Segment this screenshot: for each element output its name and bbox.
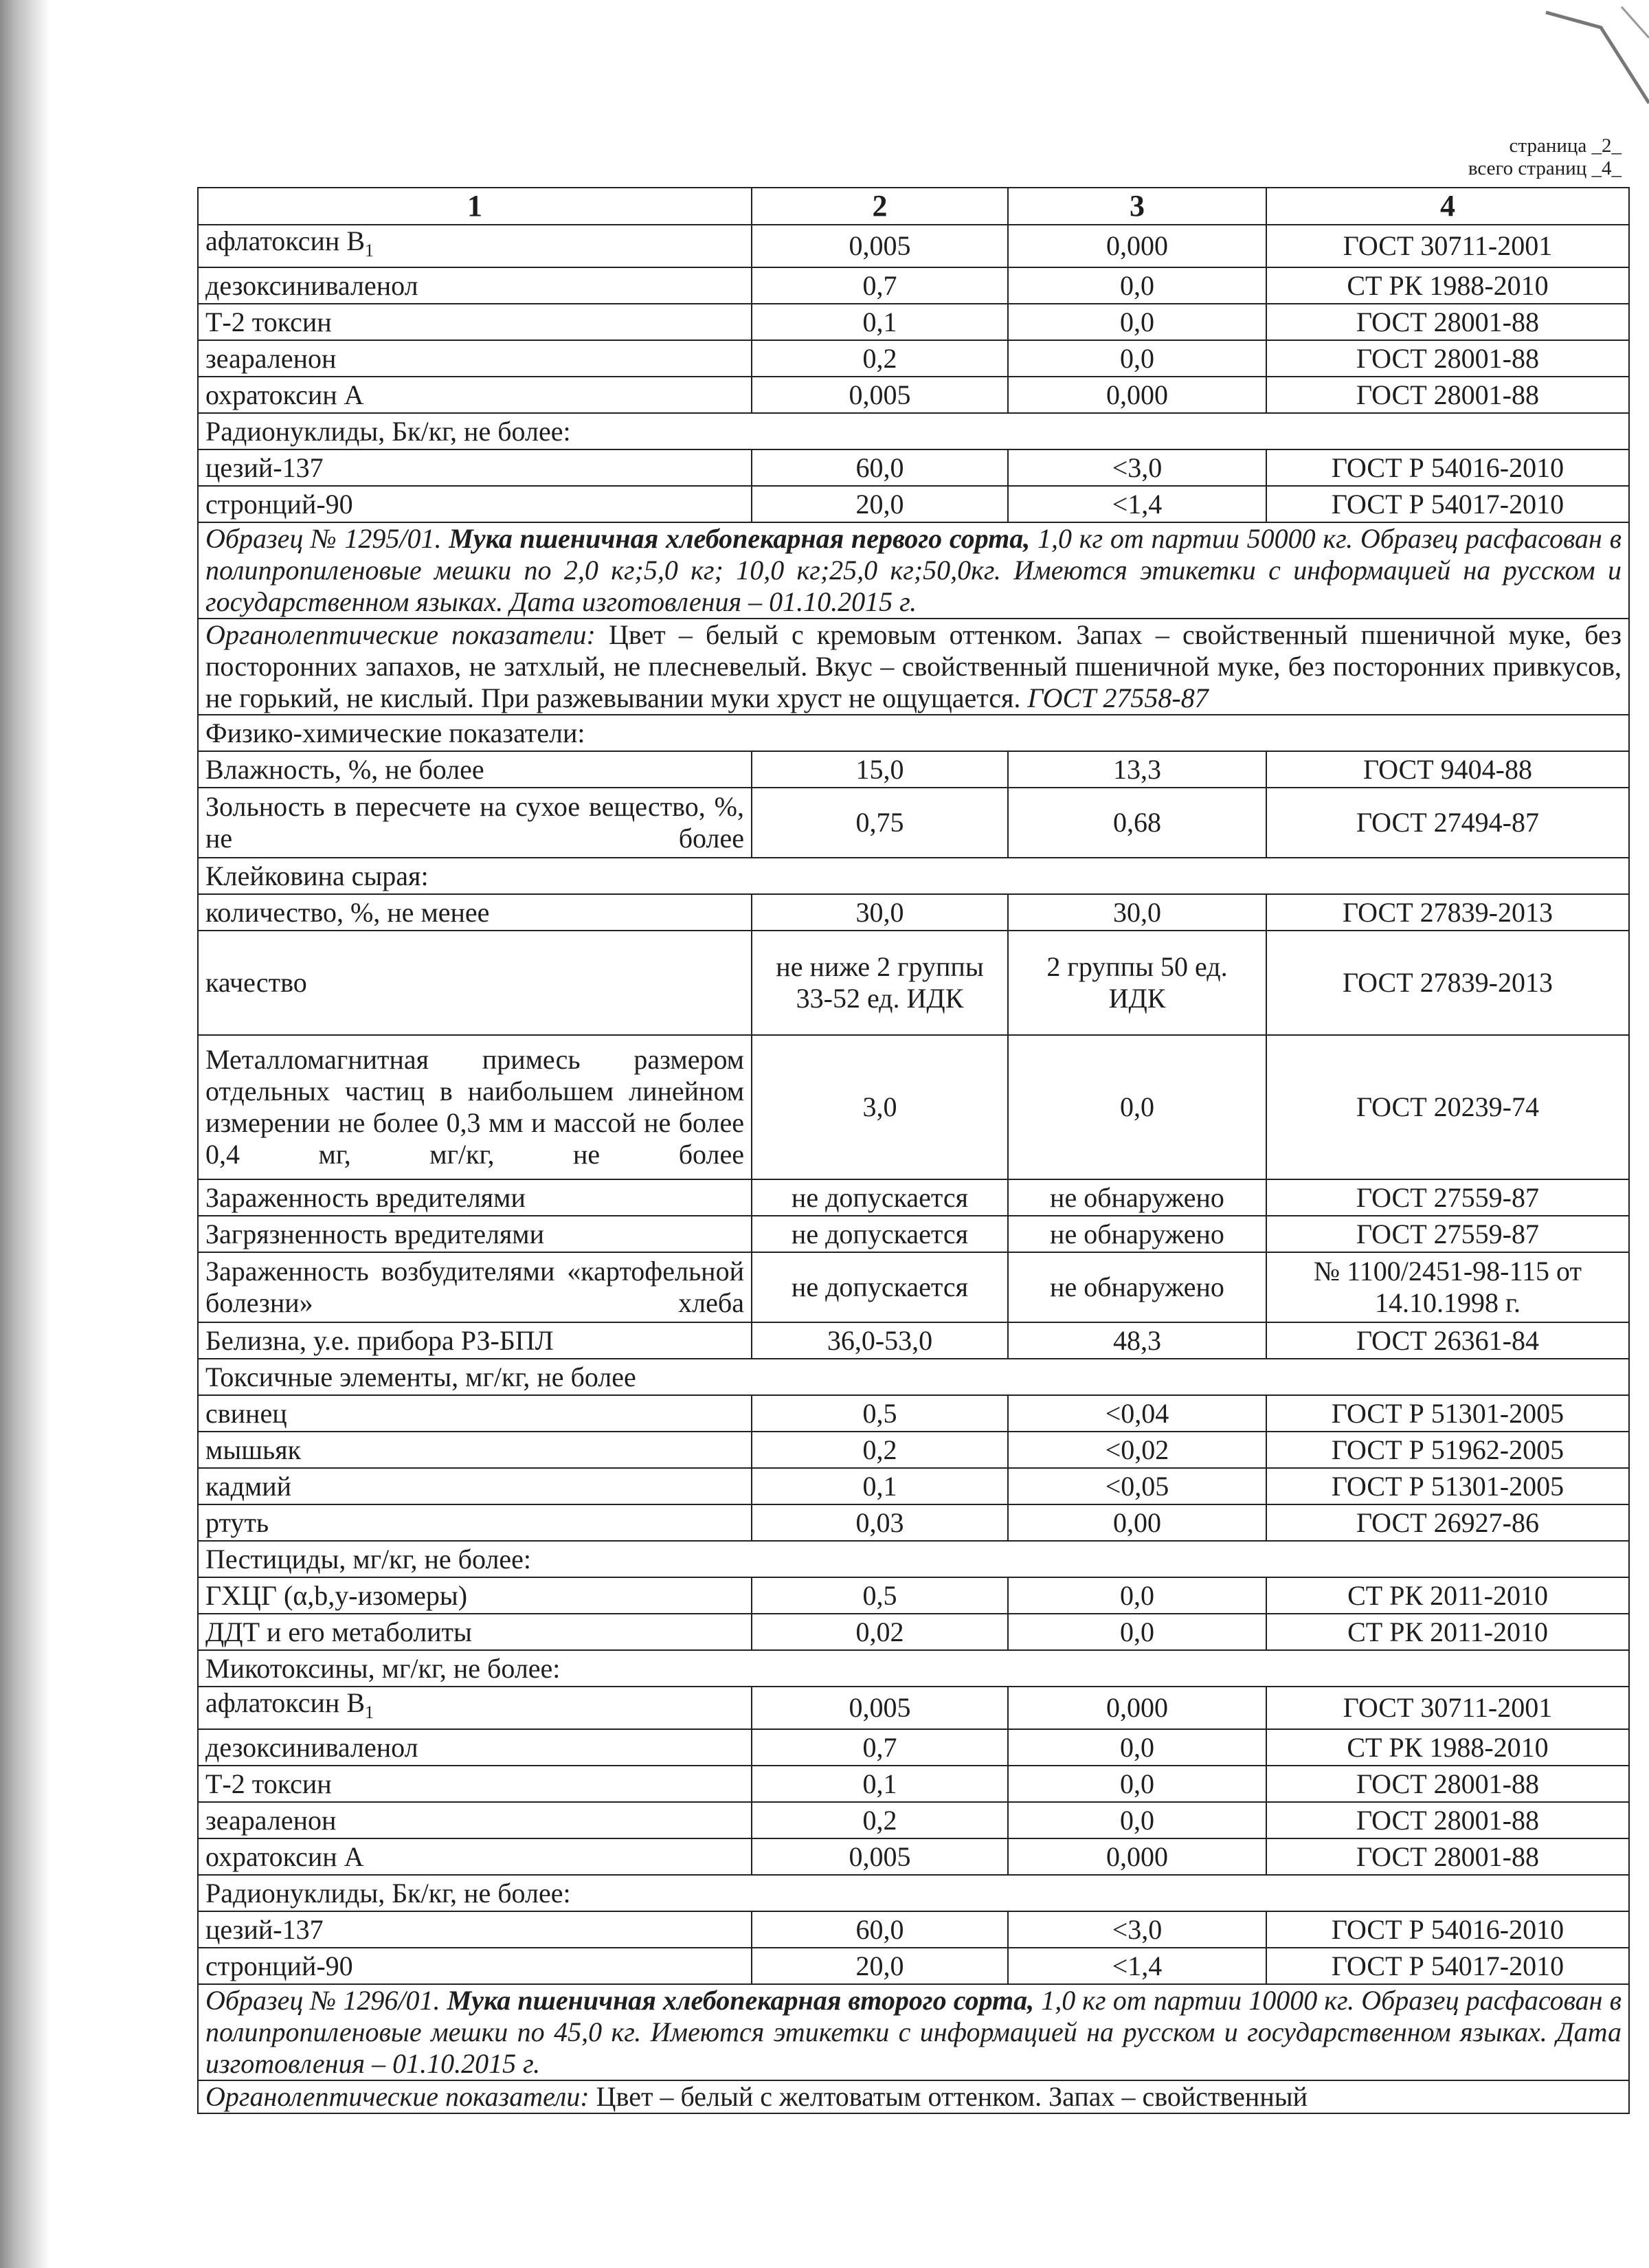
test-method: ГОСТ 27839-2013 <box>1266 894 1629 931</box>
organoleptic-text: Цвет – белый с кремовым оттенком. Запах – свойственный пшеничной муке, без посторонних запахов, не затхлый, не плесневелый. Вкус – свойственный пшеничной муке, без посторонних привкусов, не горький, не кислый. При разжевывании муки хруст не ощущается. <box>205 619 1622 713</box>
folded-corner-mark <box>1518 0 1649 110</box>
indicator-label: количество, %, не менее <box>205 896 490 928</box>
sample-description <box>198 522 1629 619</box>
norm-value: 36,0-53,0 <box>752 1322 1008 1359</box>
indicator-label: Т-2 токсин <box>205 306 332 337</box>
table-row <box>198 225 1629 267</box>
sample-details: 1,0 кг от партии 10000 кг. Образец расфасован в полипропиленовые мешки по 45,0 кг. Имеются этикетки с информацией на русском и государственном языках. Дата изготовления – 01.10.2015 г. <box>205 1985 1622 2079</box>
indicator-label: ГХЦГ (α,b,y-изомеры) <box>205 1579 468 1611</box>
table-row <box>198 486 1629 522</box>
actual-result: не обнаружено <box>1008 1252 1266 1322</box>
indicator-label: ртуть <box>205 1507 269 1538</box>
norm-value: 0,005 <box>752 1838 1008 1875</box>
table-row <box>198 1179 1629 1216</box>
test-method: СТ РК 1988-2010 <box>1266 1729 1629 1766</box>
indicator-name <box>198 751 752 788</box>
norm-value: 60,0 <box>752 1911 1008 1948</box>
test-method: ГОСТ 20239-74 <box>1266 1035 1629 1179</box>
indicator-label: зеараленон <box>205 342 337 374</box>
indicator-name <box>198 1729 752 1766</box>
actual-result: 0,0 <box>1008 1035 1266 1179</box>
indicator-name <box>198 1838 752 1875</box>
sample-description-row <box>198 1984 1629 2080</box>
actual-result: 0,00 <box>1008 1504 1266 1541</box>
table-row <box>198 1729 1629 1766</box>
indicator-name <box>198 340 752 377</box>
indicator-label: Т-2 токсин <box>205 1768 332 1799</box>
section-title: Пестициды, мг/кг, не более: <box>198 1541 1629 1577</box>
section-title: Клейковина сырая: <box>198 858 1629 894</box>
actual-result: <3,0 <box>1008 449 1266 486</box>
test-method: ГОСТ 28001-88 <box>1266 1766 1629 1802</box>
test-method: ГОСТ 27559-87 <box>1266 1216 1629 1252</box>
table-row <box>198 1395 1629 1432</box>
indicator-label: стронций-90 <box>205 488 353 520</box>
test-method: ГОСТ 27494-87 <box>1266 788 1629 858</box>
subscript-index: 1 <box>365 241 374 260</box>
indicator-name <box>198 304 752 340</box>
indicator-name <box>198 1035 752 1179</box>
actual-result: 30,0 <box>1008 894 1266 931</box>
indicator-label: стронций-90 <box>205 1950 353 1981</box>
table-row <box>198 1216 1629 1252</box>
test-method: ГОСТ 26927-86 <box>1266 1504 1629 1541</box>
organoleptic-description <box>198 619 1629 715</box>
test-method: ГОСТ Р 54016-2010 <box>1266 1911 1629 1948</box>
table-row <box>198 1504 1629 1541</box>
indicator-name <box>198 894 752 931</box>
results-table <box>197 187 1630 2114</box>
actual-result: <0,04 <box>1008 1395 1266 1432</box>
column-header-row <box>198 188 1629 225</box>
actual-result: 0,0 <box>1008 1766 1266 1802</box>
actual-result: 0,000 <box>1008 1838 1266 1875</box>
section-row <box>198 1359 1629 1395</box>
page-number: страница _2_ <box>1509 135 1622 157</box>
section-title: Физико-химические показатели: <box>198 715 1629 751</box>
test-method: ГОСТ 27839-2013 <box>1266 931 1629 1035</box>
actual-result: 13,3 <box>1008 751 1266 788</box>
indicator-name <box>198 1179 752 1216</box>
table-row <box>198 1948 1629 1984</box>
actual-result: 0,000 <box>1008 225 1266 267</box>
table-row <box>198 1687 1629 1729</box>
indicator-label: дезоксиниваленол <box>205 1731 418 1763</box>
indicator-name <box>198 1766 752 1802</box>
sample-description <box>198 1984 1629 2080</box>
indicator-name <box>198 1504 752 1541</box>
table-row <box>198 1577 1629 1614</box>
section-title: Токсичные элементы, мг/кг, не более <box>198 1359 1629 1395</box>
table-row <box>198 1766 1629 1802</box>
norm-value: 0,2 <box>752 1432 1008 1468</box>
indicator-name <box>198 225 752 267</box>
norm-value: 0,005 <box>752 377 1008 413</box>
indicator-label: Металломагнитная примесь размером отдельных частиц в наибольшем линейном измерении не более 0,3 мм и массой не более 0,4 мг, мг/кг, не более <box>205 1044 744 1170</box>
section-title: Радионуклиды, Бк/кг, не более: <box>198 1875 1629 1911</box>
indicator-name <box>198 1687 752 1729</box>
norm-value: 3,0 <box>752 1035 1008 1179</box>
test-method: ГОСТ 28001-88 <box>1266 340 1629 377</box>
indicator-name <box>198 486 752 522</box>
table-row <box>198 1614 1629 1650</box>
norm-value: не допускается <box>752 1179 1008 1216</box>
table-row <box>198 1838 1629 1875</box>
test-method: ГОСТ 28001-88 <box>1266 304 1629 340</box>
indicator-label: Загрязненность вредителями <box>205 1218 545 1249</box>
test-method: СТ РК 2011-2010 <box>1266 1614 1629 1650</box>
section-row <box>198 413 1629 449</box>
section-title: Радионуклиды, Бк/кг, не более: <box>198 413 1629 449</box>
sample-number: Образец № 1295/01. <box>205 523 442 554</box>
indicator-label: Белизна, у.е. прибора РЗ-БПЛ <box>205 1324 554 1356</box>
section-row <box>198 715 1629 751</box>
indicator-name <box>198 377 752 413</box>
table-row <box>198 267 1629 304</box>
norm-value: 30,0 <box>752 894 1008 931</box>
indicator-name <box>198 1911 752 1948</box>
norm-value: 0,5 <box>752 1577 1008 1614</box>
sample-number: Образец № 1296/01. <box>205 1985 440 2016</box>
indicator-name <box>198 267 752 304</box>
indicator-name <box>198 1948 752 1984</box>
norm-value: 0,005 <box>752 225 1008 267</box>
actual-result: 0,000 <box>1008 377 1266 413</box>
norm-value: 0,7 <box>752 1729 1008 1766</box>
indicator-name <box>198 1322 752 1359</box>
indicator-label: Зольность в пересчете на сухое вещество, %, не более <box>205 791 744 854</box>
organoleptic-label: Органолептические показатели: <box>205 619 596 650</box>
total-pages: всего страниц _4_ <box>1468 157 1622 179</box>
indicator-name <box>198 1252 752 1322</box>
actual-result: <0,05 <box>1008 1468 1266 1504</box>
test-method: ГОСТ Р 54017-2010 <box>1266 486 1629 522</box>
indicator-name <box>198 1614 752 1650</box>
test-method: ГОСТ 9404-88 <box>1266 751 1629 788</box>
sample-description-row <box>198 522 1629 619</box>
table-row <box>198 788 1629 858</box>
column-header-4: 4 <box>1266 188 1629 225</box>
table-row <box>198 751 1629 788</box>
table-row <box>198 449 1629 486</box>
norm-value: 20,0 <box>752 1948 1008 1984</box>
norm-value: 0,1 <box>752 1468 1008 1504</box>
table-row <box>198 1035 1629 1179</box>
test-method: СТ РК 1988-2010 <box>1266 267 1629 304</box>
actual-result: 0,0 <box>1008 340 1266 377</box>
actual-result: <3,0 <box>1008 1911 1266 1948</box>
indicator-name <box>198 931 752 1035</box>
norm-value: 0,7 <box>752 267 1008 304</box>
indicator-name <box>198 449 752 486</box>
actual-result: 48,3 <box>1008 1322 1266 1359</box>
section-row <box>198 1875 1629 1911</box>
test-method: ГОСТ Р 51301-2005 <box>1266 1468 1629 1504</box>
indicator-name <box>198 1802 752 1838</box>
indicator-label: зеараленон <box>205 1804 337 1836</box>
norm-value: 0,02 <box>752 1614 1008 1650</box>
column-header-2: 2 <box>752 188 1008 225</box>
actual-result: 0,0 <box>1008 1729 1266 1766</box>
test-method: № 1100/2451-98-115 от 14.10.1998 г. <box>1266 1252 1629 1322</box>
test-method: ГОСТ 30711-2001 <box>1266 225 1629 267</box>
norm-value: не ниже 2 группы 33-52 ед. ИДК <box>752 931 1008 1035</box>
actual-result: <0,02 <box>1008 1432 1266 1468</box>
actual-result: не обнаружено <box>1008 1179 1266 1216</box>
norm-value: не допускается <box>752 1216 1008 1252</box>
actual-result: <1,4 <box>1008 486 1266 522</box>
section-row <box>198 858 1629 894</box>
indicator-label: качество <box>205 967 307 998</box>
organoleptic-text: Цвет – белый с желтоватым оттенком. Запах – свойственный <box>596 2081 1308 2112</box>
norm-value: не допускается <box>752 1252 1008 1322</box>
indicator-label: охратоксин А <box>205 379 364 410</box>
product-name: Мука пшеничная хлебопекарная первого сорта, <box>449 523 1031 554</box>
test-method: ГОСТ 28001-88 <box>1266 377 1629 413</box>
column-header-3: 3 <box>1008 188 1266 225</box>
indicator-label: афлатоксин В <box>205 225 365 256</box>
actual-result: <1,4 <box>1008 1948 1266 1984</box>
table-row <box>198 1252 1629 1322</box>
indicator-name <box>198 1577 752 1614</box>
actual-result: 0,0 <box>1008 1577 1266 1614</box>
indicator-name <box>198 788 752 858</box>
norm-value: 0,1 <box>752 304 1008 340</box>
indicator-label: свинец <box>205 1397 287 1429</box>
organoleptic-label: Органолептические показатели: <box>205 2081 590 2112</box>
organoleptic-row <box>198 2080 1629 2113</box>
table-row <box>198 304 1629 340</box>
table-row <box>198 1322 1629 1359</box>
indicator-label: мышьяк <box>205 1434 302 1465</box>
norm-value: 0,2 <box>752 340 1008 377</box>
subscript-index: 1 <box>365 1702 374 1722</box>
test-method: ГОСТ Р 54017-2010 <box>1266 1948 1629 1984</box>
organoleptic-method: ГОСТ 27558-87 <box>1027 682 1209 713</box>
table-row <box>198 931 1629 1035</box>
table-row <box>198 1802 1629 1838</box>
organoleptic-description <box>198 2080 1629 2113</box>
table-row <box>198 1911 1629 1948</box>
table-row <box>198 377 1629 413</box>
norm-value: 0,75 <box>752 788 1008 858</box>
indicator-label: Зараженность вредителями <box>205 1181 526 1213</box>
norm-value: 15,0 <box>752 751 1008 788</box>
indicator-label: кадмий <box>205 1470 292 1502</box>
test-method: ГОСТ Р 54016-2010 <box>1266 449 1629 486</box>
actual-result: 0,0 <box>1008 267 1266 304</box>
actual-result: 2 группы 50 ед. ИДК <box>1008 931 1266 1035</box>
section-title: Микотоксины, мг/кг, не более: <box>198 1650 1629 1687</box>
indicator-label: афлатоксин В <box>205 1687 365 1718</box>
table-row <box>198 1432 1629 1468</box>
norm-value: 0,5 <box>752 1395 1008 1432</box>
scan-shadow-edge <box>0 0 49 2268</box>
organoleptic-row <box>198 619 1629 715</box>
test-method: СТ РК 2011-2010 <box>1266 1577 1629 1614</box>
actual-result: 0,000 <box>1008 1687 1266 1729</box>
sample-details: 1,0 кг от партии 50000 кг. Образец расфасован в полипропиленовые мешки по 2,0 кг;5,0 кг; 10,0 кг;25,0 кг;50,0кг. Имеются этикетки с информацией на русском и государственном языках. Дата изготовления – 01.10.2015 г. <box>205 523 1622 617</box>
indicator-name <box>198 1468 752 1504</box>
section-row <box>198 1541 1629 1577</box>
indicator-label: цезий-137 <box>205 1913 324 1945</box>
indicator-name <box>198 1395 752 1432</box>
norm-value: 0,1 <box>752 1766 1008 1802</box>
table-row <box>198 340 1629 377</box>
norm-value: 0,03 <box>752 1504 1008 1541</box>
page-counter <box>1468 135 1622 180</box>
indicator-label: охратоксин А <box>205 1841 364 1872</box>
column-header-1: 1 <box>198 188 752 225</box>
test-method: ГОСТ 28001-88 <box>1266 1838 1629 1875</box>
norm-value: 20,0 <box>752 486 1008 522</box>
test-method: ГОСТ 27559-87 <box>1266 1179 1629 1216</box>
actual-result: не обнаружено <box>1008 1216 1266 1252</box>
indicator-label: цезий-137 <box>205 452 324 483</box>
actual-result: 0,0 <box>1008 1614 1266 1650</box>
indicator-label: Зараженность возбудителями «картофельной болезни» хлеба <box>205 1256 744 1318</box>
table-row <box>198 1468 1629 1504</box>
test-method: ГОСТ 28001-88 <box>1266 1802 1629 1838</box>
test-method: ГОСТ Р 51301-2005 <box>1266 1395 1629 1432</box>
norm-value: 0,2 <box>752 1802 1008 1838</box>
indicator-label: дезоксиниваленол <box>205 269 418 301</box>
test-method: ГОСТ 26361-84 <box>1266 1322 1629 1359</box>
indicator-label: ДДТ и его метаболиты <box>205 1616 472 1647</box>
indicator-label: Влажность, %, не более <box>205 753 484 785</box>
product-name: Мука пшеничная хлебопекарная второго сорта, <box>447 1985 1035 2016</box>
actual-result: 0,0 <box>1008 1802 1266 1838</box>
indicator-name <box>198 1432 752 1468</box>
test-method: ГОСТ 30711-2001 <box>1266 1687 1629 1729</box>
indicator-name <box>198 1216 752 1252</box>
section-row <box>198 1650 1629 1687</box>
norm-value: 0,005 <box>752 1687 1008 1729</box>
actual-result: 0,0 <box>1008 304 1266 340</box>
actual-result: 0,68 <box>1008 788 1266 858</box>
norm-value: 60,0 <box>752 449 1008 486</box>
table-row <box>198 894 1629 931</box>
test-method: ГОСТ Р 51962-2005 <box>1266 1432 1629 1468</box>
